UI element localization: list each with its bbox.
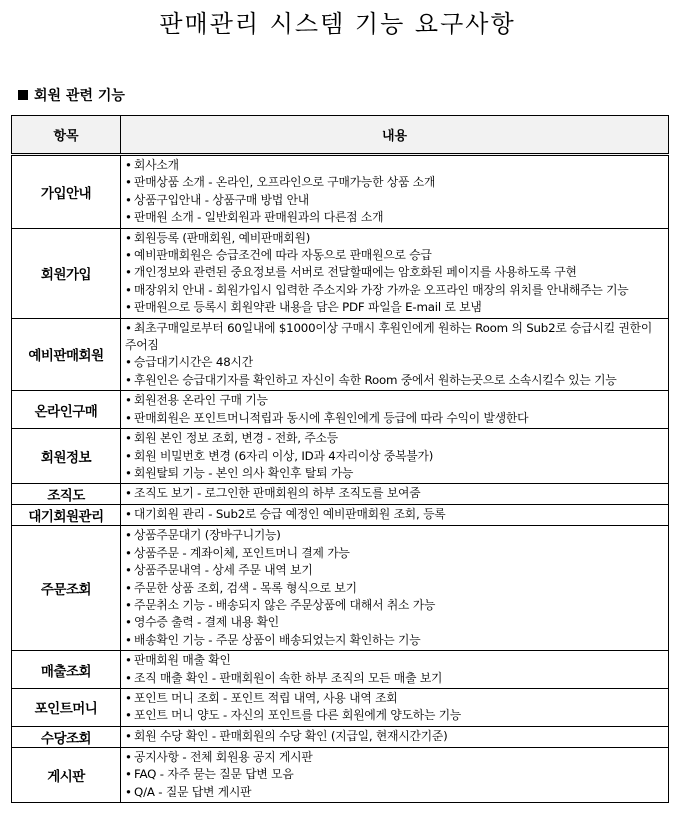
bullet-icon: •: [125, 320, 132, 335]
list-item-text: 예비판매회원은 승급조건에 따라 자동으로 판매원으로 승급: [134, 248, 432, 263]
list-item-text: 상품구입안내 - 상품구매 방법 안내: [134, 192, 309, 207]
list-item: [125, 192, 664, 209]
list-item-text: 회원 본인 정보 조회, 변경 - 전화, 주소등: [134, 431, 338, 446]
row-category: 대기회원관리: [12, 505, 121, 526]
list-item: [125, 728, 664, 745]
list-item: [125, 707, 664, 724]
row-items: [121, 155, 669, 229]
list-item-text: 판매원 소개 - 일반회원과 판매원과의 다른점 소개: [134, 210, 384, 225]
row-category: 회원정보: [12, 429, 121, 484]
list-item-text: 대기회원 관리 - Sub2로 승급 예정인 예비판매회원 조회, 등록: [134, 507, 446, 522]
list-item-text: 판매회원은 포인트머니적립과 동시에 후원인에게 등급에 따라 수익이 발생한다: [134, 410, 529, 425]
row-category: 가입안내: [12, 155, 121, 229]
list-item-text: 조직 매출 확인 - 판매회원이 속한 하부 조직의 모든 매출 보기: [134, 670, 443, 685]
bullet-icon: •: [125, 690, 132, 705]
row-category: 조직도: [12, 484, 121, 505]
list-item: [125, 299, 664, 316]
list-item-text: 회원 비밀번호 변경 (6자리 이상, ID과 4자리이상 중복불가): [134, 448, 434, 463]
table-row: [12, 155, 669, 229]
row-category: 회원가입: [12, 228, 121, 318]
list-item-text: 조직도 보기 - 로그인한 판매회원의 하부 조직도를 보여줌: [134, 486, 421, 501]
list-item: [125, 174, 664, 191]
row-items: [121, 747, 669, 802]
bullet-icon: •: [125, 545, 132, 560]
row-category: 주문조회: [12, 526, 121, 651]
bullet-icon: •: [125, 158, 132, 172]
row-items: [121, 391, 669, 429]
list-item-text: 판매상품 소개 - 온라인, 오프라인으로 구매가능한 상품 소개: [134, 175, 436, 190]
bullet-icon: •: [125, 580, 132, 595]
bullet-icon: •: [125, 670, 132, 685]
bullet-icon: •: [125, 410, 132, 425]
list-item: [125, 690, 664, 707]
list-item-text: 판매원으로 등록시 회원약관 내용을 담은 PDF 파일을 E-mail 로 보냄: [134, 300, 482, 315]
bullet-icon: •: [125, 265, 132, 280]
bullet-icon: •: [125, 563, 132, 578]
list-item-text: 포인트 머니 조회 - 포인트 적립 내역, 사용 내역 조회: [134, 690, 398, 705]
list-item: [125, 410, 664, 427]
bullet-icon: •: [125, 465, 132, 480]
list-item-text: 최초구매일로부터 60일내에 $1000이상 구매시 후원인에게 원하는 Room 의 Sub2로 승급시킬 권한이 주어짐: [125, 320, 653, 353]
bullet-icon: •: [125, 282, 132, 297]
list-item: [125, 430, 664, 447]
list-item: [125, 506, 664, 523]
list-item-text: 상품주문대기 (장바구니기능): [134, 528, 281, 543]
bullet-icon: •: [125, 230, 132, 245]
bullet-icon: •: [125, 597, 132, 612]
list-item-text: 상품주문내역 - 상세 주문 내역 보기: [134, 563, 313, 578]
list-item: [125, 372, 664, 389]
list-item-text: 회사소개: [134, 158, 179, 172]
requirements-table: [11, 115, 669, 803]
bullet-icon: •: [125, 248, 132, 263]
list-item: [125, 749, 664, 766]
row-category: 매출조회: [12, 651, 121, 689]
row-items: [121, 651, 669, 689]
bullet-icon: •: [125, 632, 132, 647]
list-item: [125, 209, 664, 226]
bullet-icon: •: [125, 355, 132, 370]
row-items: [121, 688, 669, 726]
list-item-text: 승급대기시간은 48시간: [134, 355, 253, 370]
table-row: [12, 391, 669, 429]
list-item-text: FAQ - 자주 묻는 질문 답변 모음: [134, 767, 294, 782]
bullet-icon: •: [125, 192, 132, 207]
list-item-text: 매장위치 안내 - 회원가입시 입력한 주소지와 가장 가까운 오프라인 매장의 위치를 안내해주는 기능: [134, 282, 629, 297]
bullet-icon: •: [125, 784, 132, 799]
list-item-text: 개인정보와 관련된 중요정보를 서버로 전달할때에는 암호화된 페이지를 사용하도록 구현: [134, 265, 577, 280]
bullet-icon: •: [125, 448, 132, 463]
table-row: [12, 747, 669, 802]
list-item: [125, 485, 664, 502]
bullet-icon: •: [125, 486, 132, 501]
table-row: [12, 484, 669, 505]
section-heading-label: 회원 관련 기능: [34, 88, 125, 104]
list-item-text: 상품주문 - 계좌이체, 포인트머니 결제 가능: [134, 545, 350, 560]
list-item-text: 배송확인 기능 - 주문 상품이 배송되었는지 확인하는 기능: [134, 632, 421, 647]
bullet-icon: •: [125, 767, 132, 782]
bullet-icon: •: [125, 393, 132, 408]
list-item: [125, 614, 664, 631]
list-item-text: 회원 수당 확인 - 판매회원의 수당 확인 (지급일, 현재시간기준): [134, 728, 448, 743]
list-item-text: Q/A - 질문 답변 게시판: [134, 784, 252, 799]
bullet-icon: •: [125, 175, 132, 190]
row-items: [121, 526, 669, 651]
list-item-text: 주문취소 기능 - 배송되지 않은 주문상품에 대해서 취소 가능: [134, 597, 436, 612]
list-item: [125, 580, 664, 597]
table-header-row: [12, 116, 669, 155]
list-item: [125, 784, 664, 801]
bullet-icon: •: [125, 300, 132, 315]
list-item: [125, 320, 664, 355]
bullet-icon: •: [125, 749, 132, 764]
list-item: [125, 264, 664, 281]
row-category: 게시판: [12, 747, 121, 802]
list-item-text: 포인트 머니 양도 - 자신의 포인트를 다른 회원에게 양도하는 기능: [134, 708, 462, 723]
table-row: [12, 651, 669, 689]
table-row: [12, 526, 669, 651]
table-row: [12, 429, 669, 484]
list-item-text: 후원인은 승급대기자를 확인하고 자신이 속한 Room 중에서 원하는곳으로 소속시킬수 있는 기능: [134, 372, 617, 387]
section-heading: [18, 85, 125, 105]
list-item-text: 영수증 출력 - 결제 내용 확인: [134, 615, 279, 630]
row-category: 예비판매회원: [12, 318, 121, 391]
bullet-icon: •: [125, 728, 132, 743]
list-item-text: 회원전용 온라인 구매 기능: [134, 393, 268, 408]
list-item-text: 회원탈퇴 기능 - 본인 의사 확인후 탈퇴 가능: [134, 465, 354, 480]
bullet-icon: •: [125, 507, 132, 522]
row-category: 온라인구매: [12, 391, 121, 429]
bullet-icon: •: [125, 210, 132, 225]
list-item: [125, 597, 664, 614]
row-items: [121, 726, 669, 747]
bullet-icon: •: [125, 431, 132, 446]
list-item: [125, 766, 664, 783]
list-item: [125, 465, 664, 482]
list-item: [125, 354, 664, 371]
header-category: 항목: [12, 116, 121, 155]
list-item-text: 회원등록 (판매회원, 예비판매회원): [134, 230, 311, 245]
list-item-text: 주문한 상품 조회, 검색 - 목록 형식으로 보기: [134, 580, 357, 595]
list-item: [125, 247, 664, 264]
list-item: [125, 230, 664, 247]
bullet-icon: •: [125, 653, 132, 668]
list-item-text: 판매회원 매출 확인: [134, 653, 231, 668]
list-item: [125, 670, 664, 687]
table-row: [12, 505, 669, 526]
document-title: 판매관리 시스템 기능 요구사항: [159, 10, 516, 38]
table-row: [12, 726, 669, 747]
row-items: [121, 505, 669, 526]
list-item: [125, 392, 664, 409]
table-row: [12, 228, 669, 318]
list-item: [125, 448, 664, 465]
bullet-icon: •: [125, 528, 132, 543]
list-item: [125, 527, 664, 544]
table-row: [12, 688, 669, 726]
row-category: 포인트머니: [12, 688, 121, 726]
row-category: 수당조회: [12, 726, 121, 747]
header-content: 내용: [121, 116, 669, 155]
bullet-icon: •: [125, 708, 132, 723]
row-items: [121, 429, 669, 484]
row-items: [121, 228, 669, 318]
list-item: [125, 562, 664, 579]
list-item: [125, 545, 664, 562]
row-items: [121, 318, 669, 391]
row-items: [121, 484, 669, 505]
list-item: [125, 652, 664, 669]
table-row: [12, 318, 669, 391]
list-item: [125, 157, 664, 174]
list-item: [125, 632, 664, 649]
bullet-icon: •: [125, 372, 132, 387]
list-item-text: 공지사항 - 전체 회원용 공지 게시판: [134, 749, 313, 764]
bullet-icon: •: [125, 615, 132, 630]
square-bullet-icon: [18, 90, 28, 100]
list-item: [125, 282, 664, 299]
